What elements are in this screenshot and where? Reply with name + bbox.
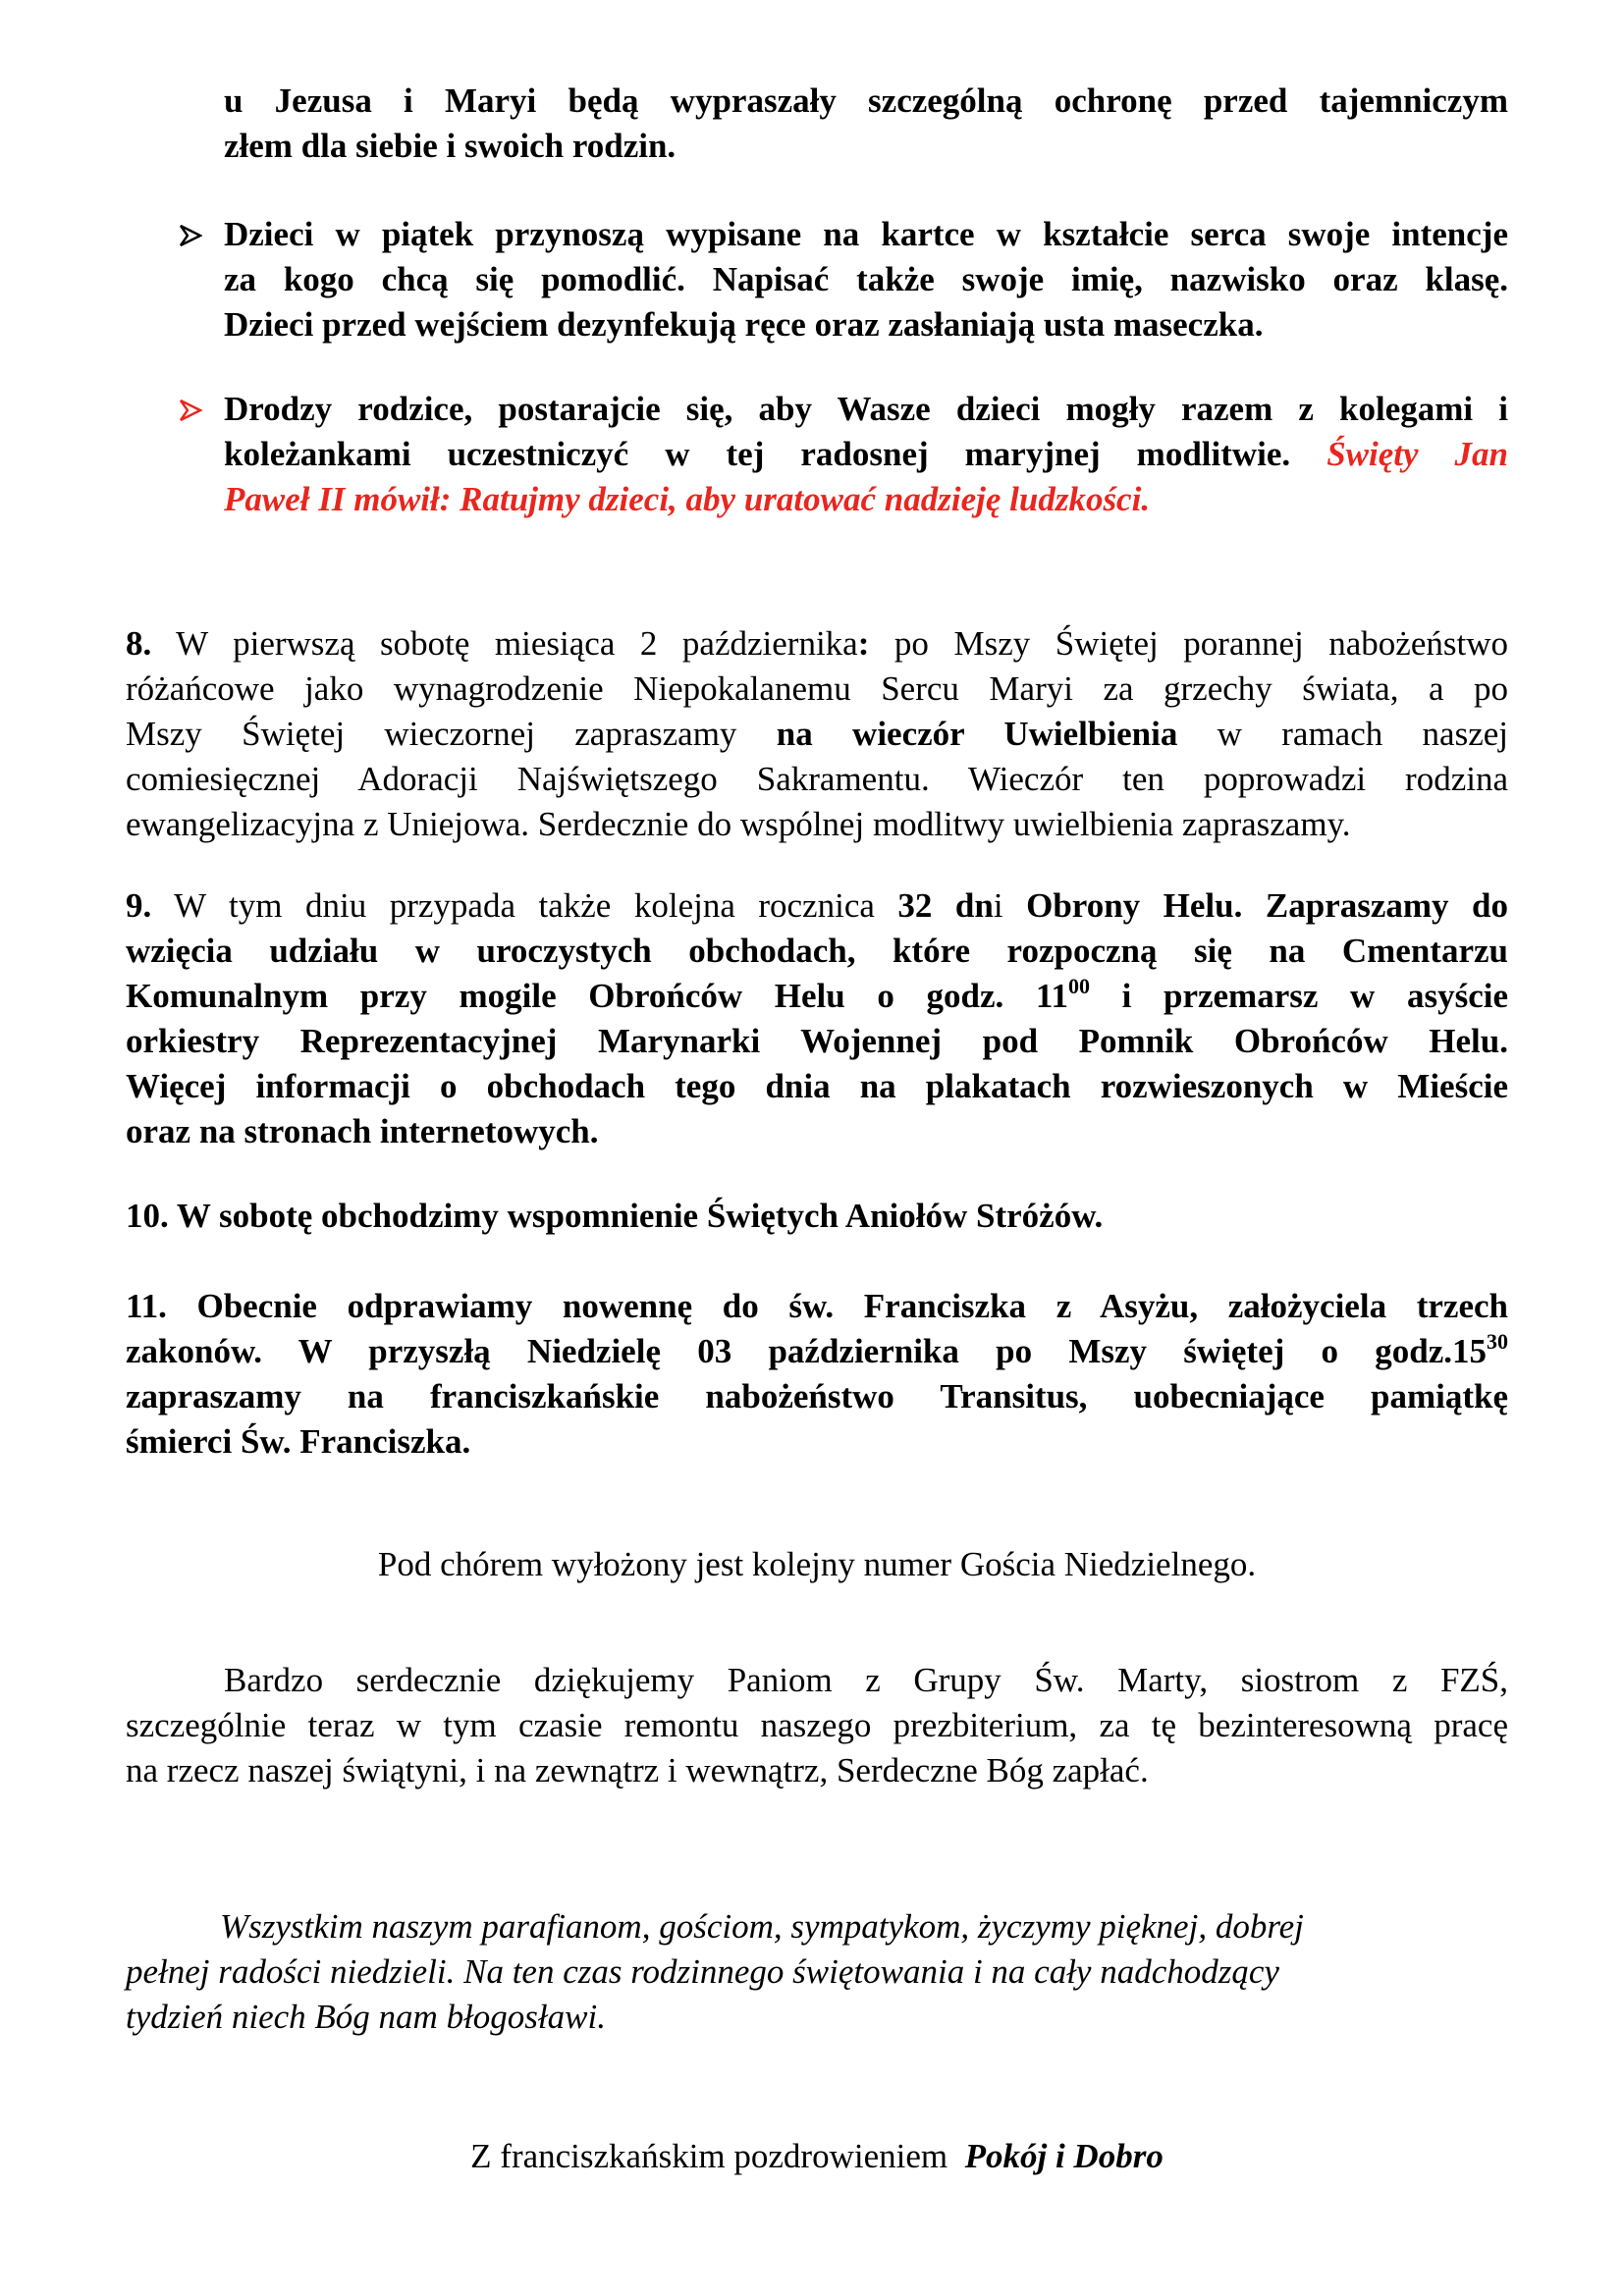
text-line: Dzieci w piątek przynoszą wypisane na kartce w kształcie serca swoje intencje	[224, 215, 1508, 253]
superscript: 00	[1067, 974, 1090, 998]
text-line	[126, 712, 1508, 757]
bullet-item-children-intentions	[224, 212, 1508, 347]
text-line: na rzecz naszej świątyni, i na zewnątrz i wewnątrz, Serdeczne Bóg zapłać.	[126, 1751, 1149, 1789]
text-segment: Obrony Helu. Zapraszamy do	[1026, 886, 1509, 925]
text-segment: Mszy Świętej wieczornej zapraszamy	[126, 715, 737, 753]
text-line: Pod chórem wyłożony jest kolejny numer Gościa Niedzielnego.	[377, 1545, 1257, 1583]
text-line	[126, 974, 1508, 1019]
text-line: tydzień niech Bóg nam błogosławi.	[126, 1998, 606, 2036]
arrow-bullet-icon	[179, 225, 202, 246]
announcement-11	[126, 1284, 1508, 1465]
text-segment: Komunalnym przy mogile Obrońców Helu o godz. 11	[126, 977, 1068, 1015]
text-line: śmierci Św. Franciszka.	[126, 1422, 471, 1461]
superscript: 30	[1487, 1329, 1508, 1354]
item-number: 8.	[126, 624, 152, 663]
text-line: Wszystkim naszym parafianom, gościom, sympatykom, życzymy pięknej, dobrej	[220, 1907, 1304, 1946]
text-line: Więcej informacji o obchodach tego dnia na plakatach rozwieszonych w Mieście	[126, 1067, 1508, 1105]
quote-red: Paweł II mówił: Ratujmy dzieci, aby uratować nadzieję ludzkości.	[224, 480, 1151, 518]
text-line: Drodzy rodzice, postarajcie się, aby Wasze dzieci mogły razem z kolegami i	[224, 390, 1508, 428]
quote-red: Święty Jan	[1326, 435, 1509, 473]
text-segment: na wieczór Uwielbienia	[776, 715, 1178, 753]
text-segment: zakonów. W przyszłą Niedzielę 03 października po Mszy świętej o godz.15	[126, 1332, 1487, 1370]
text-line	[126, 883, 1508, 929]
announcement-8	[126, 621, 1508, 847]
text-line: zapraszamy na franciszkańskie nabożeństwo Transitus, uobecniające pamiątkę	[126, 1377, 1508, 1415]
text-segment: koleżankami uczestniczyć w tej radosnej maryjnej modlitwie.	[224, 435, 1291, 473]
text-line: oraz na stronach internetowych.	[126, 1112, 599, 1150]
closing-text: Z franciszkańskim pozdrowieniem	[470, 2137, 948, 2175]
text-line: szczególnie teraz w tym czasie remontu naszego prezbiterium, za tę bezinteresowną pracę	[126, 1706, 1508, 1744]
announcement-9	[126, 883, 1508, 1154]
text-segment: W tym dniu przypada także kolejna rocznica	[174, 886, 875, 925]
notice-gosc-niedzielny	[126, 1542, 1508, 1587]
text-segment: po Mszy Świętej porannej nabożeństwo	[893, 624, 1509, 663]
item-number: 9.	[126, 886, 152, 925]
wishes-paragraph	[126, 1904, 1461, 2040]
closing-emphasis: Pokój i Dobro	[964, 2137, 1164, 2175]
text-line: Dzieci przed wejściem dezynfekują ręce oraz zasłaniają usta maseczka.	[224, 305, 1264, 344]
text-line: Bardzo serdecznie dziękujemy Paniom z Grupy Św. Marty, siostrom z FZŚ,	[224, 1661, 1508, 1699]
text-line: 10. W sobotę obchodzimy wspomnienie Świętych Aniołów Stróżów.	[126, 1197, 1104, 1235]
text-line: orkiestry Reprezentacyjnej Marynarki Wojennej pod Pomnik Obrońców Helu.	[126, 1022, 1508, 1060]
closing-greeting	[126, 2134, 1508, 2179]
text-line: wzięcia udziału w uroczystych obchodach, które rozpoczną się na Cmentarzu	[126, 932, 1508, 970]
text-line: comiesięcznej Adoracji Najświętszego Sakramentu. Wieczór ten poprowadzi rodzina	[126, 760, 1508, 798]
text-line: ewangelizacyjna z Uniejowa. Serdecznie do wspólnej modlitwy uwielbienia zapraszamy.	[126, 805, 1351, 843]
text-line: różańcowe jako wynagrodzenie Niepokalanemu Sercu Maryi za grzechy świata, a po	[126, 669, 1508, 708]
text-segment: :	[857, 624, 870, 663]
text-line: za kogo chcą się pomodlić. Napisać także swoje imię, nazwisko oraz klasę.	[224, 260, 1508, 298]
text-line: złem dla siebie i swoich rodzin.	[224, 127, 677, 165]
thanks-paragraph	[126, 1658, 1508, 1793]
text-line: 11. Obecnie odprawiamy nowennę do św. Franciszka z Asyżu, założyciela trzech	[126, 1287, 1508, 1325]
text-segment: W pierwszą sobotę miesiąca 2 października	[176, 624, 858, 663]
text-segment: i przemarsz w asyście	[1121, 977, 1509, 1015]
text-line: u Jezusa i Maryi będą wypraszały szczególną ochronę przed tajemniczym	[224, 81, 1508, 120]
text-line	[126, 1329, 1508, 1374]
bullet-item-parents-appeal	[224, 387, 1508, 522]
text-segment: i	[993, 886, 1003, 925]
announcement-10	[126, 1194, 1508, 1239]
intro-fragment	[224, 79, 1508, 169]
arrow-bullet-icon	[179, 400, 202, 421]
text-segment: 32 dn	[897, 886, 994, 925]
text-line: pełnej radości niedzieli. Na ten czas rodzinnego świętowania i na cały nadchodzący	[126, 1952, 1279, 1991]
text-line	[126, 621, 1508, 667]
text-line	[224, 432, 1508, 477]
text-segment: w ramach naszej	[1217, 715, 1509, 753]
